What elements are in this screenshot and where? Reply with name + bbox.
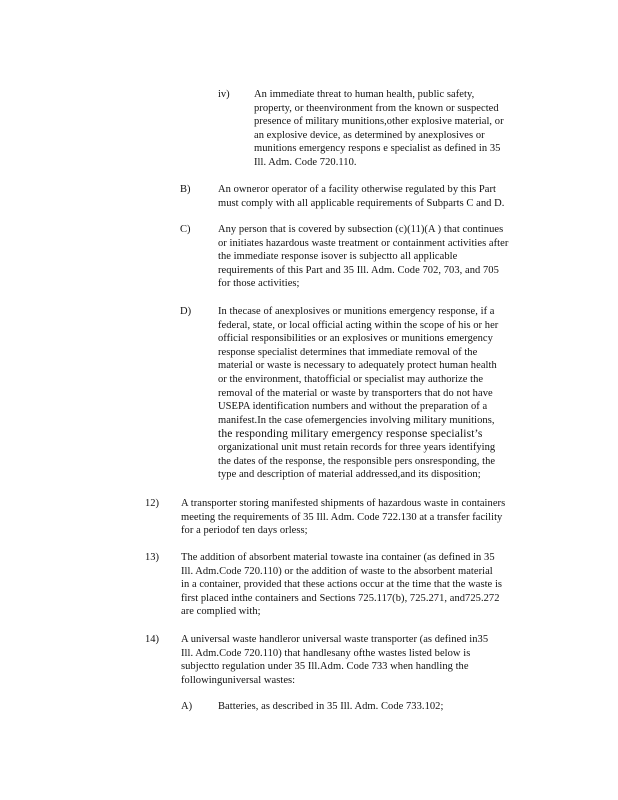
- paragraph-label: 14): [145, 634, 159, 645]
- text-line: official responsibilities or an explosives or munitions emergency: [218, 333, 493, 345]
- text-line: or the environment, thatofficial or specialist may authorize the: [218, 373, 484, 385]
- paragraph-label: D): [180, 306, 192, 317]
- paragraph-label: 12): [145, 498, 159, 509]
- text-line: Batteries, as described in 35 Ill. Adm. Code 733.102;: [218, 701, 444, 712]
- text-line: for a periodof ten days orless;: [181, 525, 308, 537]
- text-line: requirements of this Part and 35 Ill. Adm. Code 702, 703, and 705: [218, 264, 499, 276]
- text-line: Ill. Adm.Code 720.110) that handlesany ofthe wastes listed below is: [181, 647, 471, 659]
- text-line: federal, state, or local official acting within the scope of his or her: [218, 319, 499, 331]
- text-line: subjectto regulation under 35 Ill.Adm. Code 733 when handling the: [181, 661, 469, 673]
- paragraph-label: A): [181, 701, 193, 712]
- text-line: response specialist determines that immediate removal of the: [218, 346, 478, 358]
- text-line: must comply with all applicable requirements of Subparts C and D.: [218, 197, 505, 209]
- text-line: first placed inthe containers and Sections 725.117(b), 725.271, and725.272: [181, 592, 500, 604]
- text-line: presence of military munitions,other explosive material, or: [254, 116, 504, 128]
- text-line: in a container, provided that these actions occur at the time that the waste is: [181, 579, 503, 591]
- text-line: for those activities;: [218, 278, 300, 290]
- text-line: manifest.In the case ofemergencies involving military munitions,: [218, 414, 495, 426]
- text-line: removal of the material or waste by transporters that do not have: [218, 387, 493, 399]
- text-line: type and description of material addressed,and its disposition;: [218, 469, 481, 481]
- text-line: followinguniversal wastes:: [181, 674, 296, 686]
- text-line: the responding military emergency response specialist’s: [218, 427, 483, 441]
- text-line: the immediate response isover is subjectto all applicable: [218, 251, 458, 263]
- text-line: are complied with;: [181, 606, 261, 618]
- text-line: USEPA identification numbers and without the preparation of a: [218, 401, 488, 413]
- paragraph-label: B): [180, 184, 191, 195]
- text-line: Ill. Adm. Code 720.110.: [254, 156, 357, 168]
- text-line: munitions emergency respons e specialist as defined in 35: [254, 143, 501, 155]
- paragraph-label: iv): [218, 89, 230, 100]
- text-line: the dates of the response, the responsible pers onsresponding, the: [218, 455, 496, 467]
- text-line: An owneror operator of a facility otherwise regulated by this Part: [218, 184, 496, 195]
- paragraph-label: C): [180, 224, 191, 235]
- text-line: meeting the requirements of 35 Ill. Adm. Code 722.130 at a transfer facility: [181, 511, 503, 523]
- text-line: A universal waste handleror universal waste transporter (as defined in35: [181, 634, 489, 645]
- text-line: Ill. Adm.Code 720.110) or the addition of waste to the absorbent material: [181, 565, 493, 577]
- text-line: An immediate threat to human health, public safety,: [254, 89, 475, 100]
- text-line: property, or theenvironment from the known or suspected: [254, 102, 499, 114]
- text-line: an explosive device, as determined by anexplosives or: [254, 129, 485, 141]
- text-line: The addition of absorbent material towaste ina container (as defined in 35: [181, 552, 495, 563]
- paragraph-label: 13): [145, 552, 159, 563]
- text-line: material or waste is necessary to adequately protect human health: [218, 360, 497, 372]
- text-line: In thecase of anexplosives or munitions emergency response, if a: [218, 306, 495, 317]
- text-line: or initiates hazardous waste treatment or containment activities after: [218, 237, 509, 249]
- text-line: Any person that is covered by subsection (c)(11)(A ) that continues: [218, 224, 504, 235]
- text-line: organizational unit must retain records for three years identifying: [218, 441, 496, 453]
- text-line: A transporter storing manifested shipments of hazardous waste in containers: [181, 498, 506, 509]
